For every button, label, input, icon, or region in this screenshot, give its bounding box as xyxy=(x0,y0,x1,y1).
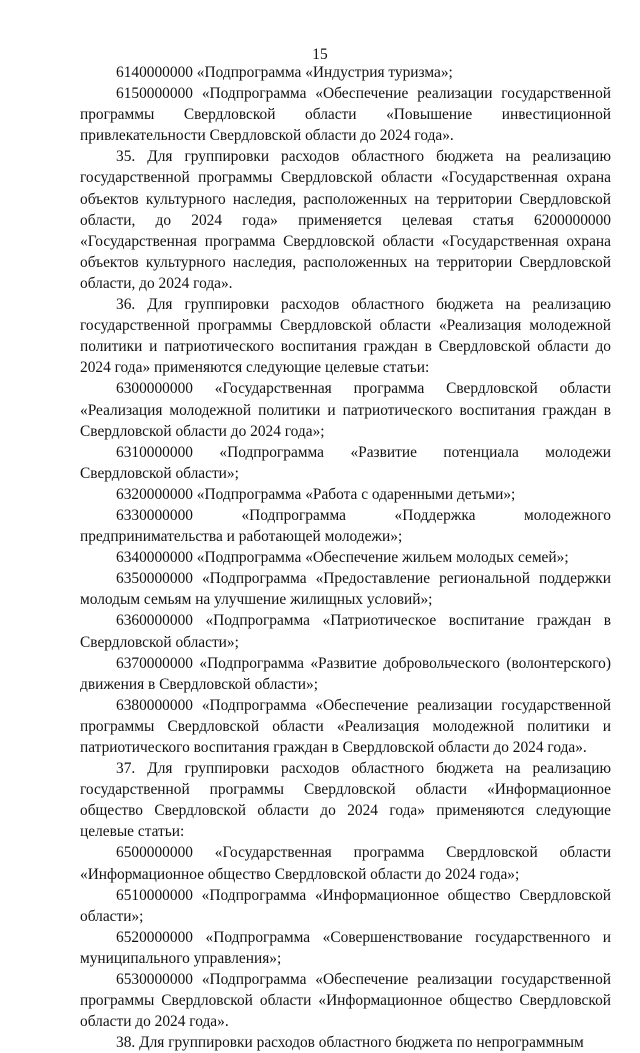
paragraph-6530000000: 6530000000 «Подпрограмма «Обеспечение реализации государственной программы Свердловской области «Информационное общество Свердловской области до 2024 года». xyxy=(80,971,611,1031)
paragraph-6340000000: 6340000000 «Подпрограмма «Обеспечение жильем молодых семей»; xyxy=(116,549,569,567)
paragraph-item-38: 38. Для группировки расходов областного бюджета по непрограммным xyxy=(116,1034,584,1052)
paragraph-6150000000: 6150000000 «Подпрограмма «Обеспечение реализации государственной программы Свердловской области «Повышение инвестиционной привлекательности Свердловской области до 2024 года». xyxy=(80,85,611,145)
paragraph-6140000000: 6140000000 «Подпрограмма «Индустрия туризма»; xyxy=(116,64,453,81)
paragraph-6500000000: 6500000000 «Государственная программа Свердловской области «Информационное общество Свердловской области до 2024 года»; xyxy=(80,844,611,883)
paragraph-6320000000: 6320000000 «Подпрограмма «Работа с одаренными детьми»; xyxy=(116,485,516,503)
paragraph-6350000000: 6350000000 «Подпрограмма «Предоставление региональной поддержки молодым семьям на улучшение жилищных условий»; xyxy=(80,570,611,609)
page-number: 15 xyxy=(312,46,328,63)
paragraph-item-36: 36. Для группировки расходов областного бюджета на реализацию государственной программы Свердловской области «Реализация молодежной политики и патриотического воспитания граждан в Свердловской области до 2024 года» применяются следующие целевые статьи: xyxy=(80,296,611,377)
paragraph-6510000000: 6510000000 «Подпрограмма «Информационное общество Свердловской области»; xyxy=(80,886,611,925)
paragraph-6380000000: 6380000000 «Подпрограмма «Обеспечение реализации государственной программы Свердловской области «Реализация молодежной политики и патриотического воспитания граждан в Свердловской области до 2024 года». xyxy=(80,696,611,756)
paragraph-item-37: 37. Для группировки расходов областного бюджета на реализацию государственной программы Свердловской области «Информационное общество Свердловской области до 2024 года» применяются следующие целевые статьи: xyxy=(80,760,611,841)
document-body xyxy=(80,62,611,1053)
paragraph-6520000000: 6520000000 «Подпрограмма «Совершенствование государственного и муниципального управления»; xyxy=(80,928,611,967)
paragraph-6370000000: 6370000000 «Подпрограмма «Развитие добровольческого (волонтерского) движения в Свердловской области»; xyxy=(80,654,611,693)
paragraph-6360000000: 6360000000 «Подпрограмма «Патриотическое воспитание граждан в Свердловской области»; xyxy=(80,612,611,651)
paragraph-6300000000: 6300000000 «Государственная программа Свердловской области «Реализация молодежной политики и патриотического воспитания граждан в Свердловской области до 2024 года»; xyxy=(80,380,611,440)
paragraph-6330000000: 6330000000 «Подпрограмма «Поддержка молодежного предпринимательства и работающей молодежи»; xyxy=(80,506,611,546)
paragraph-item-35: 35. Для группировки расходов областного бюджета на реализацию государственной программы Свердловской области «Государственная охрана объектов культурного наследия, расположенных на территории Свердловской области, до 2024 года» применяется целевая статья 6200000000 «Государственная программа Свердловской области «Государственная охрана объектов культурного наследия, расположенных на территории Свердловской области, до 2024 года». xyxy=(80,148,611,292)
paragraph-6310000000: 6310000000 «Подпрограмма «Развитие потенциала молодежи Свердловской области»; xyxy=(80,443,611,482)
